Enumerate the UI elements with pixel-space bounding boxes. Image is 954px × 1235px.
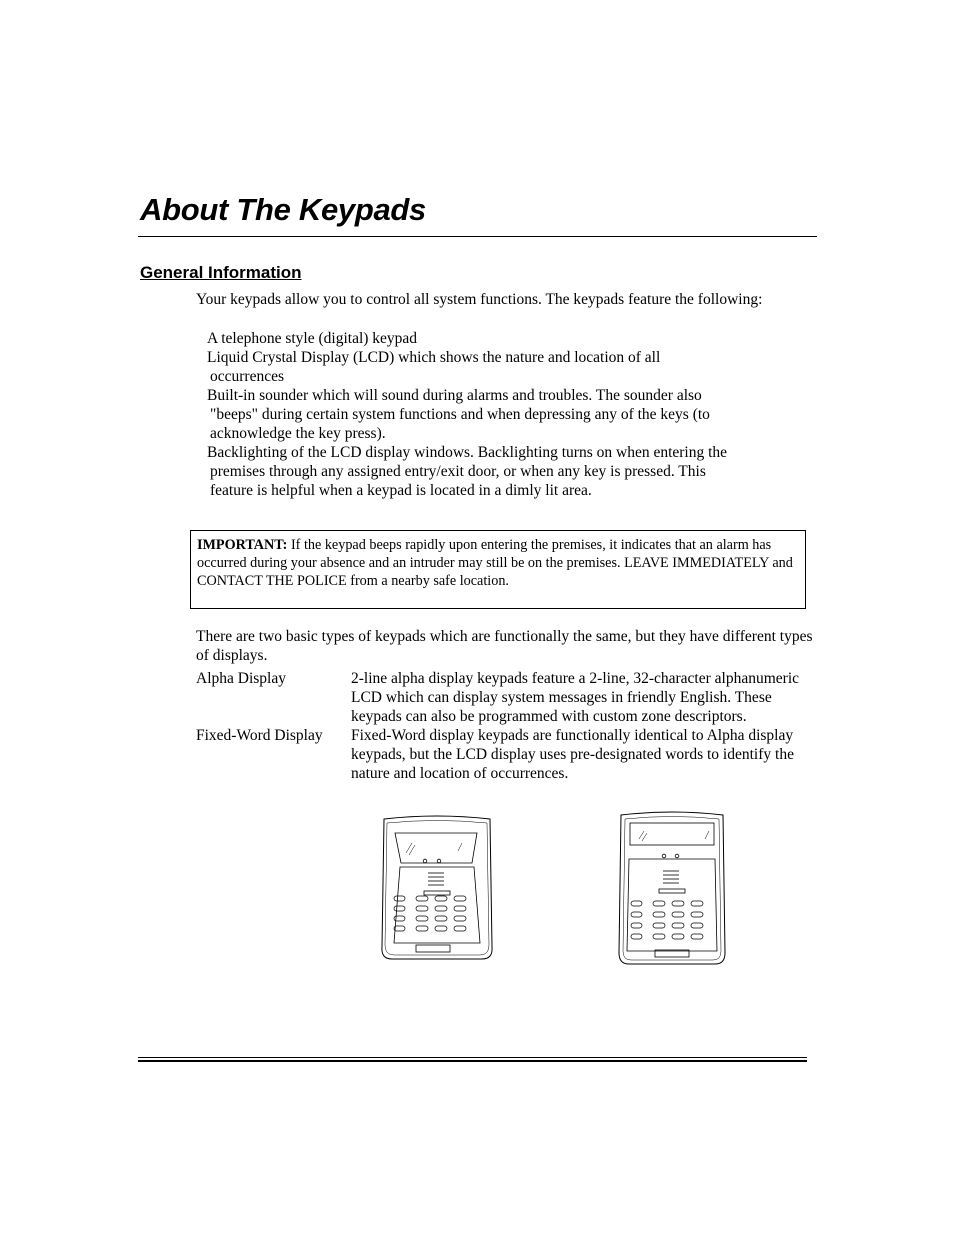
alpha-keypad-illustration	[378, 815, 496, 961]
feature-item-text: Liquid Crystal Display (LCD) which shows the nature and location of all	[207, 349, 661, 366]
fixed-word-keypad-illustration	[617, 809, 727, 966]
important-label: IMPORTANT:	[197, 537, 288, 553]
keypad-types-list	[196, 669, 821, 783]
keypad-type-row	[196, 726, 821, 783]
feature-item-text: A telephone style (digital) keypad	[207, 330, 418, 347]
keypad-type-description: Fixed-Word display keypads are functionally identical to Alpha display keypads, but the LCD display uses pre-designated words to identify the nature and location of occurrences.	[351, 727, 794, 782]
feature-item-continuation: feature is helpful when a keypad is located in a dimly lit area.	[210, 482, 592, 499]
feature-item-continuation: "beeps" during certain system functions and when depressing any of the keys (to	[210, 406, 710, 423]
feature-item	[207, 386, 817, 443]
feature-item	[207, 348, 817, 386]
feature-item-continuation: occurrences	[210, 368, 285, 385]
important-text: If the keypad beeps rapidly upon entering the premises, it indicates that an alarm has occurred during your absence and an intruder may still be on the premises. LEAVE IMMEDIATELY and CONTACT THE POLICE from a nearby safe location.	[197, 537, 793, 589]
feature-item	[207, 443, 817, 500]
feature-item-continuation: premises through any assigned entry/exit door, or when any key is pressed. This	[210, 463, 706, 480]
title-underline	[138, 236, 817, 237]
feature-item-text: Backlighting of the LCD display windows. Backlighting turns on when entering the	[207, 444, 728, 461]
feature-item	[207, 329, 817, 348]
keypad-type-row	[196, 669, 821, 726]
feature-item-text: Built-in sounder which will sound during alarms and troubles. The sounder also	[207, 387, 702, 404]
feature-list	[207, 329, 817, 500]
keypad-type-description: 2-line alpha display keypads feature a 2-line, 32-character alphanumeric LCD which can display system messages in friendly English. These keypads can also be programmed with custom zone descriptors.	[351, 670, 800, 725]
footer-rule	[138, 1060, 807, 1062]
footer-rule	[138, 1057, 807, 1058]
intro-paragraph: Your keypads allow you to control all system functions. The keypads feature the following:	[196, 291, 763, 308]
keypad-types-intro: There are two basic types of keypads which are functionally the same, but they have different types of displays.	[196, 628, 813, 664]
keypad-type-term: Fixed-Word Display	[196, 727, 323, 744]
section-heading: General Information	[140, 263, 302, 282]
page-title: About The Keypads	[140, 192, 426, 227]
keypad-type-term: Alpha Display	[196, 670, 286, 687]
important-notice	[190, 530, 806, 609]
feature-item-continuation: acknowledge the key press).	[210, 425, 386, 442]
